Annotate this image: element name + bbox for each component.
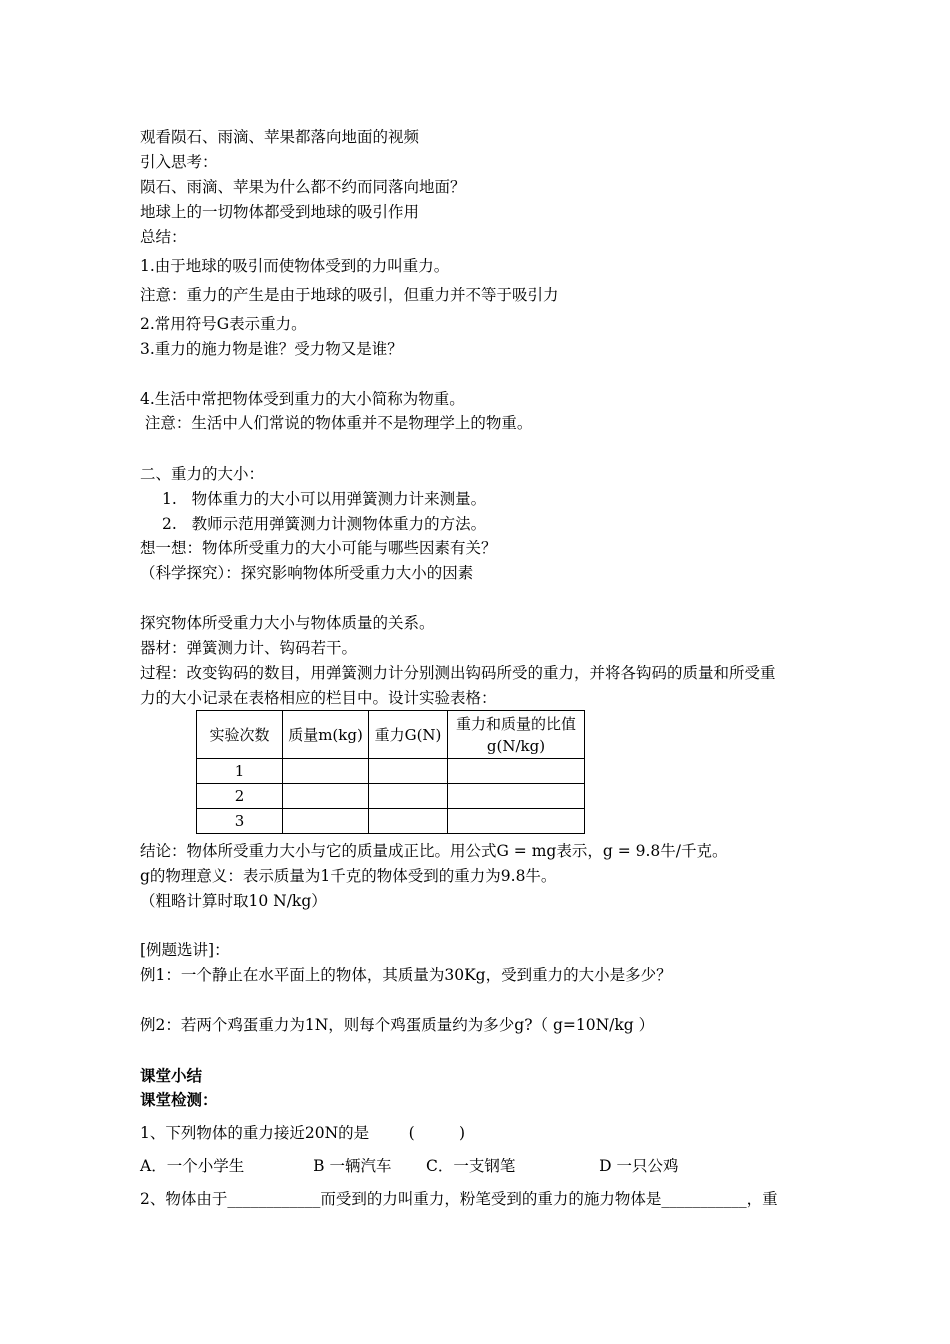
text-line: 2.常用符号G表示重力。 <box>140 315 307 333</box>
text-line: 想一想：物体所受重力的大小可能与哪些因素有关？ <box>140 539 497 557</box>
section-heading: 课堂小结 <box>140 1066 203 1085</box>
text-line: 过程：改变钩码的数目，用弹簧测力计分别测出钩码所受的重力，并将各钩码的质量和所受重 <box>140 664 776 682</box>
text-line: （科学探究）：探究影响物体所受重力大小的因素 <box>140 564 474 582</box>
list-item: 1. 物体重力的大小可以用弹簧测力计来测量。 <box>162 490 487 508</box>
answer-options: A．一个小学生 B 一辆汽车 C．一支钢笔 D 一只公鸡 <box>140 1157 679 1175</box>
text-line: 3.重力的施力物是谁？受力物又是谁？ <box>140 340 403 358</box>
table-cell <box>369 809 448 834</box>
table-header-line: 重力和质量的比值 <box>455 714 576 733</box>
table-row <box>197 759 585 784</box>
text-line: 陨石、雨滴、苹果为什么都不约而同落向地面？ <box>140 178 466 196</box>
text-line: 4.生活中常把物体受到重力的大小简称为物重。 <box>140 390 465 408</box>
text-line: 注意：重力的产生是由于地球的吸引，但重力并不等于吸引力 <box>140 286 559 304</box>
question-line: 1、下列物体的重力接近20N的是 ( ) <box>140 1124 466 1142</box>
table-cell <box>369 784 448 809</box>
text-line: [例题选讲]： <box>140 941 230 959</box>
table-cell <box>448 809 585 834</box>
table-cell <box>369 759 448 784</box>
text-line: （粗略计算时取10 N/kg） <box>140 892 327 910</box>
experiment-table <box>196 710 585 834</box>
table-cell <box>283 759 369 784</box>
text-line: 注意：生活中人们常说的物体重并不是物理学上的物重。 <box>140 414 533 432</box>
text-line: 器材：弹簧测力计、钩码若干。 <box>140 639 358 657</box>
table-cell <box>283 809 369 834</box>
table-cell <box>448 784 585 809</box>
table-row <box>197 784 585 809</box>
question-line: 2、物体由于____________而受到的力叫重力，粉笔受到的重力的施力物体是___________，重 <box>140 1190 778 1208</box>
table-header-cell <box>448 711 585 759</box>
text-line: 例1：一个静止在水平面上的物体，其质量为30Kg，受到重力的大小是多少？ <box>140 966 672 984</box>
text-line: 结论：物体所受重力大小与它的质量成正比。用公式G = mg表示，g = 9.8牛/千克。 <box>140 842 728 860</box>
section-heading: 课堂检测： <box>140 1090 218 1109</box>
section-heading: 二、重力的大小： <box>140 465 265 483</box>
table-cell <box>283 784 369 809</box>
text-line: 例2：若两个鸡蛋重力为1N，则每个鸡蛋质量约为多少g?（ g=10N/kg ） <box>140 1016 655 1034</box>
table-header-cell: 重力G(N) <box>369 711 448 759</box>
text-line: g的物理意义：表示质量为1千克的物体受到的重力为9.8牛。 <box>140 867 557 885</box>
table-cell: 2 <box>197 784 283 809</box>
table-cell: 1 <box>197 759 283 784</box>
text-line: 总结： <box>140 228 187 246</box>
table-header-line: g(N/kg) <box>486 736 546 755</box>
table-header-row <box>197 711 585 759</box>
text-line: 力的大小记录在表格相应的栏目中。设计实验表格： <box>140 689 497 707</box>
table-header-cell: 实验次数 <box>197 711 283 759</box>
table-header-cell: 质量m(kg) <box>283 711 369 759</box>
list-item: 2. 教师示范用弹簧测力计测物体重力的方法。 <box>162 515 487 533</box>
table-cell <box>448 759 585 784</box>
text-line: 引入思考： <box>140 153 218 171</box>
table-cell: 3 <box>197 809 283 834</box>
text-line: 地球上的一切物体都受到地球的吸引作用 <box>140 203 420 221</box>
text-line: 观看陨石、雨滴、苹果都落向地面的视频 <box>140 128 420 146</box>
text-line: 探究物体所受重力大小与物体质量的关系。 <box>140 614 435 632</box>
table-row <box>197 809 585 834</box>
text-line: 1.由于地球的吸引而使物体受到的力叫重力。 <box>140 257 450 275</box>
